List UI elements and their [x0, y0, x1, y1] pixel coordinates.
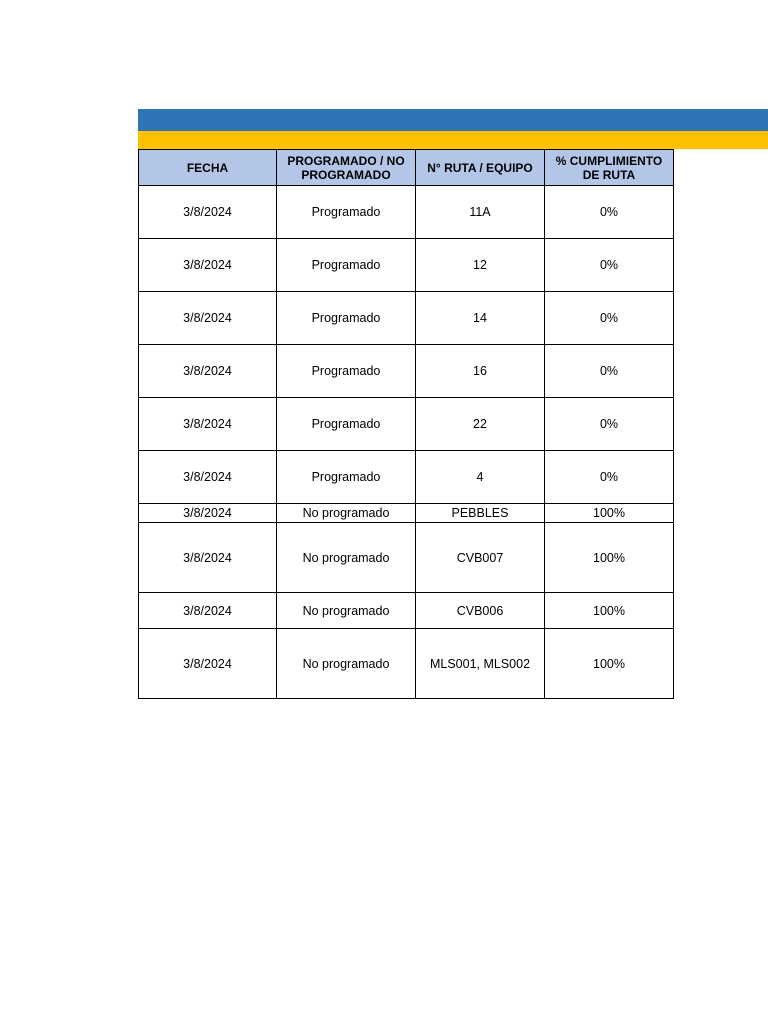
cell-fecha: 3/8/2024: [139, 629, 277, 699]
cell-programado: No programado: [277, 629, 416, 699]
cell-ruta-equipo: 12: [416, 239, 545, 292]
cell-fecha: 3/8/2024: [139, 451, 277, 504]
column-header-programado: PROGRAMADO / NO PROGRAMADO: [277, 150, 416, 186]
route-compliance-table: [138, 149, 674, 699]
cell-cumplimiento: 0%: [545, 292, 674, 345]
cell-fecha: 3/8/2024: [139, 523, 277, 593]
cell-fecha: 3/8/2024: [139, 239, 277, 292]
cell-cumplimiento: 0%: [545, 345, 674, 398]
table-header-row: [139, 150, 674, 186]
cell-ruta-equipo: 14: [416, 292, 545, 345]
cell-programado: Programado: [277, 345, 416, 398]
cell-fecha: 3/8/2024: [139, 292, 277, 345]
cell-ruta-equipo: CVB007: [416, 523, 545, 593]
cell-cumplimiento: 100%: [545, 629, 674, 699]
column-header-fecha: FECHA: [139, 150, 277, 186]
table-row: [139, 345, 674, 398]
table-row: [139, 523, 674, 593]
column-header-ruta-equipo: N° RUTA / EQUIPO: [416, 150, 545, 186]
cell-programado: Programado: [277, 451, 416, 504]
table-row: [139, 504, 674, 523]
cell-ruta-equipo: MLS001, MLS002: [416, 629, 545, 699]
cell-cumplimiento: 100%: [545, 523, 674, 593]
cell-programado: No programado: [277, 523, 416, 593]
cell-programado: Programado: [277, 398, 416, 451]
cell-programado: Programado: [277, 292, 416, 345]
cell-programado: No programado: [277, 593, 416, 629]
table-row: [139, 593, 674, 629]
cell-ruta-equipo: 11A: [416, 186, 545, 239]
cell-cumplimiento: 100%: [545, 593, 674, 629]
cell-programado: Programado: [277, 186, 416, 239]
cell-fecha: 3/8/2024: [139, 345, 277, 398]
table-row: [139, 239, 674, 292]
cell-ruta-equipo: 16: [416, 345, 545, 398]
table-row: [139, 398, 674, 451]
cell-ruta-equipo: 22: [416, 398, 545, 451]
cell-programado: No programado: [277, 504, 416, 523]
cell-cumplimiento: 0%: [545, 451, 674, 504]
cell-ruta-equipo: PEBBLES: [416, 504, 545, 523]
table-row: [139, 629, 674, 699]
cell-fecha: 3/8/2024: [139, 186, 277, 239]
cell-cumplimiento: 0%: [545, 398, 674, 451]
cell-fecha: 3/8/2024: [139, 504, 277, 523]
cell-programado: Programado: [277, 239, 416, 292]
cell-cumplimiento: 100%: [545, 504, 674, 523]
header-band-yellow: [138, 131, 768, 149]
table-row: [139, 186, 674, 239]
cell-cumplimiento: 0%: [545, 186, 674, 239]
cell-cumplimiento: 0%: [545, 239, 674, 292]
table-row: [139, 451, 674, 504]
cell-ruta-equipo: 4: [416, 451, 545, 504]
table-row: [139, 292, 674, 345]
header-band-blue: [138, 109, 768, 131]
cell-ruta-equipo: CVB006: [416, 593, 545, 629]
column-header-cumplimiento: % CUMPLIMIENTO DE RUTA: [545, 150, 674, 186]
cell-fecha: 3/8/2024: [139, 398, 277, 451]
cell-fecha: 3/8/2024: [139, 593, 277, 629]
